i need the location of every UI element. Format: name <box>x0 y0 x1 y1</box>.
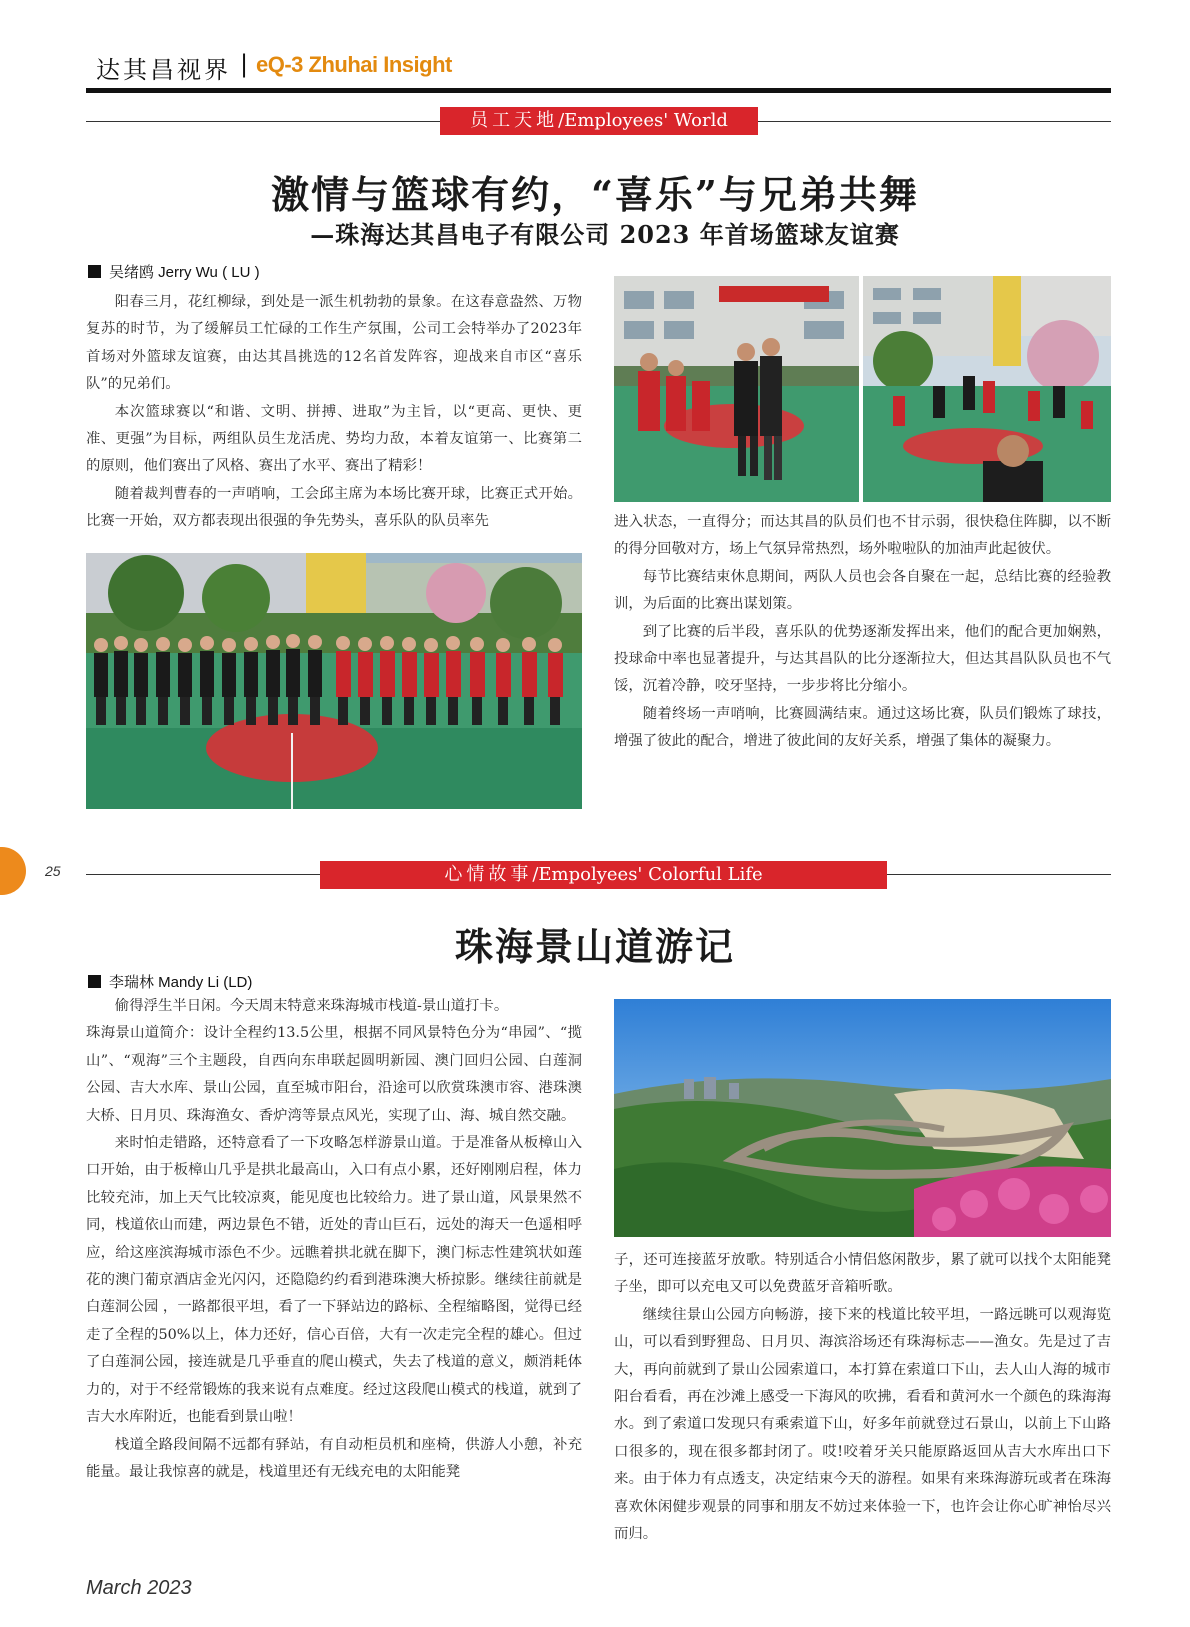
author-square-icon <box>88 975 101 988</box>
article1-title: 激情与篮球有约，“喜乐”与兄弟共舞 <box>271 172 919 217</box>
article1-subtitle: —珠海达其昌电子有限公司 2023 年首场篮球友谊赛 <box>310 220 900 249</box>
handshake-photo <box>614 276 859 502</box>
paragraph: 偷得浮生半日闲。今天周末特意来珠海城市栈道-景山道打卡。 <box>114 998 509 1014</box>
game-action-photo <box>863 276 1111 502</box>
article2-left-text <box>86 993 582 1486</box>
paragraph: 子，还可连接蓝牙放歌。特别适合小情侣悠闲散步，累了就可以找个太阳能凳子坐，即可以充电又可以免费蓝牙音箱听歌。 <box>614 1252 1111 1296</box>
paragraph: 继续往景山公园方向畅游，接下来的栈道比较平坦，一路远眺可以观海览山，可以看到野狸岛、日月贝、海滨浴场还有珠海标志——渔女。先是过了吉大，再向前就到了景山公园索道口，本打算在索道口下山，去人山人海的城市阳台看看，再在沙滩上感受一下海风的吹拂，看看和黄河水一个颜色的珠海海水。到了索道口发现只有乘索道下山，好多年前就登过石景山，以前上下山路口很多的，现在很多都封闭了。哎!咬着牙关只能原路返回从吉大水库出口下来。由于体力有点透支，决定结束今天的游程。如果有来珠海游玩或者在珠海喜欢休闲健步观景的同事和朋友不妨过来体验一下，也许会让你心旷神怡尽兴而归。 <box>614 1306 1111 1543</box>
header-separator: | <box>240 50 249 78</box>
article2-right-text <box>614 1247 1111 1548</box>
section2-banner-zh: 心情故事 <box>444 864 533 885</box>
paragraph: 到了比赛的后半段，喜乐队的优势逐渐发挥出来，他们的配合更加娴熟，投球命中率也显著提升，与达其昌队的比分逐渐拉大，但达其昌队队员也不气馁，沉着冷静，咬牙坚持，一步步将比分缩小。 <box>614 623 1111 695</box>
section2-banner-en: /Empolyees' Colorful Life <box>532 864 763 885</box>
section2-banner <box>320 861 887 889</box>
paragraph: 本次篮球赛以“和谐、文明、拼搏、进取”为主旨，以“更高、更快、更准、更强”为目标，两组队员生龙活虎、势均力敌，本着友谊第一、比赛第二的原则，他们赛出了风格、赛出了水平、赛出了精彩！ <box>86 403 582 475</box>
article2-author-name: 李瑞林 Mandy Li (LD) <box>109 974 253 991</box>
team-lineup-photo <box>86 553 582 809</box>
paragraph: 进入状态，一直得分；而达其昌的队员们也不甘示弱，很快稳住阵脚，以不断的得分回敬对方，场上气氛异常热烈，场外啦啦队的加油声此起彼伏。 <box>614 514 1111 558</box>
header-rule <box>86 88 1111 93</box>
paragraph: 来时怕走错路，还特意看了一下攻略怎样游景山道。于是准备从板樟山入口开始，由于板樟山几乎是拱北最高山，入口有点小累，还好刚刚启程，体力比较充沛，加上天气比较凉爽，能见度也比较给力。进了景山道，风景果然不同，栈道依山而建，两边景色不错，近处的青山巨石，远处的海天一色遥相呼应，给这座滨海城市添色不少。远瞧着拱北就在脚下，澳门标志性建筑状如莲花的澳门葡京酒店金光闪闪，还隐隐约约看到港珠澳大桥掠影。继续往前就是白莲洞公园 ，一路都很平坦，看了一下驿站边的路标、全程缩略图，觉得已经走了全程的50%以上，体力还好，信心百倍，大有一次走完全程的雄心。但过了白莲洞公园，接连就是几乎垂直的爬山模式，失去了栈道的意义，颇消耗体力的，对于不经常锻炼的我来说有点难度。经过这段爬山模式的栈道，就到了吉大水库附近，也能看到景山啦！ <box>86 1135 582 1426</box>
article1-left-text <box>86 289 582 536</box>
magazine-title-zh: 达其昌视界 <box>96 56 231 84</box>
page-tab <box>0 847 26 895</box>
author-square-icon <box>88 265 101 278</box>
magazine-title-en: eQ-3 Zhuhai Insight <box>256 52 452 77</box>
section1-banner <box>440 107 758 135</box>
paragraph: 随着裁判曹春的一声哨响，工会邱主席为本场比赛开球，比赛正式开始。比赛一开始，双方都表现出很强的争先势头，喜乐队的队员率先 <box>86 485 582 530</box>
paragraph: 阳春三月，花红柳绿，到处是一派生机勃勃的景象。在这春意盎然、万物复苏的时节，为了缓解员工忙碌的工作生产氛围，公司工会特举办了2023年首场对外篮球友谊赛，由达其昌挑选的12名首发阵容，迎战来自市区“喜乐队”的兄弟们。 <box>86 294 582 393</box>
paragraph: 栈道全路段间隔不远都有驿站，有自动柜员机和座椅，供游人小憩，补充能量。最让我惊喜的就是，栈道里还有无线充电的太阳能凳 <box>86 1436 582 1480</box>
section1-banner-en: /Employees' World <box>558 110 728 131</box>
page-number: 25 <box>45 863 61 879</box>
paragraph: 珠海景山道简介：设计全程约13.5公里，根据不同风景特色分为“串园”、“揽山”、“观海”三个主题段，自西向东串联起圆明新园、澳门回归公园、白莲洞公园、吉大水库、景山公园，直至城市阳台，沿途可以欣赏珠澳市容、港珠澳大桥、日月贝、珠海渔女、香炉湾等景点风光，实现了山、海、城自然交融。 <box>86 1025 582 1124</box>
article2-author <box>88 971 252 992</box>
paragraph: 每节比赛结束休息期间，两队人员也会各自聚在一起，总结比赛的经验教训，为后面的比赛出谋划策。 <box>614 568 1111 613</box>
mountain-trail-photo <box>614 999 1111 1237</box>
paragraph: 随着终场一声哨响，比赛圆满结束。通过这场比赛，队员们锻炼了球技，增强了彼此的配合，增进了彼此间的友好关系，增强了集体的凝聚力。 <box>614 705 1111 750</box>
article1-author-name: 吴绪鸥 Jerry Wu ( LU ) <box>109 264 260 281</box>
issue-date: March 2023 <box>86 1577 192 1599</box>
article2-title: 珠海景山道游记 <box>454 924 735 969</box>
article1-right-text <box>614 509 1111 756</box>
article1-author <box>88 261 260 282</box>
section1-banner-zh: 员工天地 <box>470 110 559 131</box>
